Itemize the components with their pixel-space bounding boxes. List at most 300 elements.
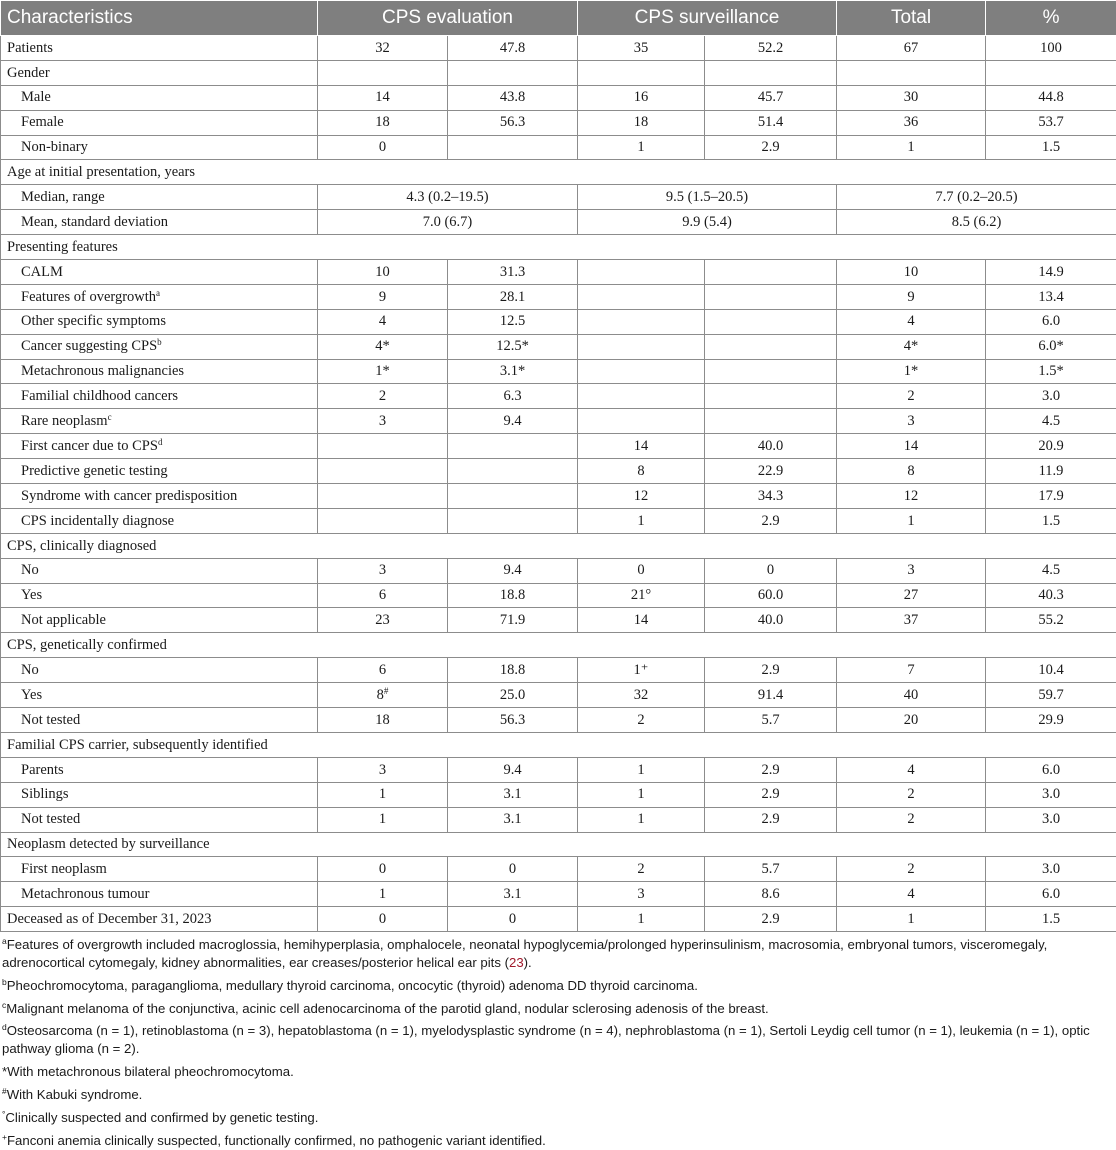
section-heading: [1, 732, 1116, 757]
table-row: [1, 533, 1116, 558]
row-label-text: Non-binary: [21, 139, 88, 155]
table-cell: 22.9: [705, 459, 837, 484]
table-row: [1, 185, 1116, 210]
table-cell: [448, 60, 578, 85]
row-label-text: Yes: [21, 687, 42, 703]
table-cell: 28.1: [448, 284, 578, 309]
row-label-text: Male: [21, 89, 51, 105]
row-label-text: Neoplasm detected by surveillance: [7, 836, 210, 852]
table-row: [1, 658, 1116, 683]
row-label-text: Age at initial presentation, years: [7, 164, 195, 180]
row-label: [1, 85, 318, 110]
row-label-text: Presenting features: [7, 239, 118, 255]
table-cell: 1: [318, 782, 448, 807]
table-cell: 45.7: [705, 85, 837, 110]
table-cell: 9: [318, 284, 448, 309]
table-cell: 100: [986, 36, 1116, 61]
table-cell: 2.9: [705, 907, 837, 932]
table-cell: 29.9: [986, 708, 1116, 733]
table-cell: 12.5*: [448, 334, 578, 359]
table-cell: 11.9: [986, 459, 1116, 484]
table-cell: [318, 484, 448, 509]
table-cell: 2: [837, 807, 986, 832]
row-label-text: Yes: [21, 587, 42, 603]
row-label-text: Features of overgrowth: [21, 289, 156, 305]
table-header: [1, 1, 1116, 36]
table-row: [1, 782, 1116, 807]
table-cell: 2: [837, 384, 986, 409]
row-label: [1, 857, 318, 882]
table-cell: [318, 508, 448, 533]
table-cell: 30: [837, 85, 986, 110]
table-cell: 71.9: [448, 608, 578, 633]
table-cell: 8: [578, 459, 705, 484]
row-label-text: Familial CPS carrier, subsequently identified: [7, 737, 268, 753]
row-label-text: Not tested: [21, 811, 80, 827]
row-label-text: Gender: [7, 65, 50, 81]
table-cell: 6: [318, 583, 448, 608]
row-label-text: CPS, genetically confirmed: [7, 637, 167, 653]
footnote-text: Osteosarcoma (n = 1), retinoblastoma (n = 3), hepatoblastoma (n = 1), myelodysplastic syndrome (n = 4), nephroblastoma (n = 1), Sertoli Leydig cell tumor (n = 1), leukemia (n = 1), optic pathway glioma (n = 2).: [2, 1023, 1090, 1056]
footnote: [2, 1086, 1114, 1104]
row-label: [1, 907, 318, 932]
table-cell: 1: [318, 882, 448, 907]
row-label-text: Other specific symptoms: [21, 313, 166, 329]
table-cell: 2: [837, 857, 986, 882]
table-cell: [578, 384, 705, 409]
row-label: [1, 459, 318, 484]
row-label: [1, 807, 318, 832]
table-cell: [318, 434, 448, 459]
row-label: [1, 359, 318, 384]
footnote: [2, 1109, 1114, 1127]
row-label: [1, 757, 318, 782]
table-row: [1, 683, 1116, 708]
table-row: [1, 882, 1116, 907]
table-cell: 3.0: [986, 807, 1116, 832]
table-cell: 1.5: [986, 508, 1116, 533]
table-cell: 3: [837, 558, 986, 583]
table-cell: 12.5: [448, 309, 578, 334]
footnote-text: Clinically suspected and confirmed by genetic testing.: [5, 1110, 318, 1125]
table-cell: 40: [837, 683, 986, 708]
table-cell: 91.4: [705, 683, 837, 708]
row-label-text: Parents: [21, 762, 64, 778]
row-label: [1, 284, 318, 309]
row-label-text: CALM: [21, 264, 63, 280]
header-total: Total: [837, 1, 986, 36]
table-cell: [318, 459, 448, 484]
table-cell: 3: [318, 757, 448, 782]
table-cell: 3.0: [986, 384, 1116, 409]
footnote-marker: #: [384, 686, 389, 696]
table-cell: 1: [837, 907, 986, 932]
table-cell: 2: [578, 708, 705, 733]
table-cell: 12: [578, 484, 705, 509]
row-label: [1, 683, 318, 708]
table-cell: 1*: [318, 359, 448, 384]
table-cell: 21°: [578, 583, 705, 608]
row-label-text: Familial childhood cancers: [21, 388, 178, 404]
table-cell: 4.5: [986, 409, 1116, 434]
table-cell: 2.9: [705, 135, 837, 160]
footnote-text: With Kabuki syndrome.: [7, 1087, 143, 1102]
row-label-text: Syndrome with cancer predisposition: [21, 488, 237, 504]
footnote: [2, 1000, 1114, 1018]
table-cell: 59.7: [986, 683, 1116, 708]
table-cell: [705, 309, 837, 334]
table-row: [1, 235, 1116, 260]
table-cell: 23: [318, 608, 448, 633]
row-label: [1, 384, 318, 409]
row-label: [1, 434, 318, 459]
table-cell: 6.3: [448, 384, 578, 409]
footnote-mark: c: [2, 1000, 6, 1010]
table-cell: 4: [318, 309, 448, 334]
table-cell: [578, 409, 705, 434]
table-row: [1, 608, 1116, 633]
row-label: [1, 708, 318, 733]
header-characteristics: Characteristics: [1, 1, 318, 36]
table-cell: 6.0: [986, 757, 1116, 782]
table-cell: 9.4: [448, 558, 578, 583]
table-cell: 2: [837, 782, 986, 807]
table-cell: 44.8: [986, 85, 1116, 110]
table-cell: 18.8: [448, 658, 578, 683]
row-label: [1, 334, 318, 359]
table-row: [1, 633, 1116, 658]
table-cell: 1: [578, 807, 705, 832]
table-cell: 8: [837, 459, 986, 484]
table-cell: [705, 384, 837, 409]
footnote-marker: a: [156, 288, 160, 298]
table-cell: 27: [837, 583, 986, 608]
row-label: [1, 36, 318, 61]
row-label: [1, 210, 318, 235]
table-cell: 14: [837, 434, 986, 459]
table-cell: [705, 359, 837, 384]
row-label: [1, 484, 318, 509]
table-cell: [705, 260, 837, 285]
table-cell: 0: [448, 857, 578, 882]
table-cell: 1.5: [986, 135, 1116, 160]
merged-cell: 9.5 (1.5–20.5): [578, 185, 837, 210]
row-label-text: Mean, standard deviation: [21, 214, 168, 230]
row-label-text: Not tested: [21, 712, 80, 728]
merged-cell: 8.5 (6.2): [837, 210, 1116, 235]
table-row: [1, 36, 1116, 61]
table-cell: 1: [318, 807, 448, 832]
table-cell: 2.9: [705, 757, 837, 782]
table-cell: 0: [318, 907, 448, 932]
row-label-text: Rare neoplasm: [21, 413, 108, 429]
table-row: [1, 60, 1116, 85]
row-label: [1, 309, 318, 334]
footnote-mark: +: [2, 1132, 7, 1142]
footnote: [2, 977, 1114, 995]
table-cell: 37: [837, 608, 986, 633]
footnote-marker: b: [157, 337, 162, 347]
section-heading: [1, 533, 1116, 558]
table-cell: 2: [578, 857, 705, 882]
table-cell: 14: [578, 608, 705, 633]
table-cell: 9.4: [448, 757, 578, 782]
table-cell: 2.9: [705, 782, 837, 807]
footnote-text: Fanconi anemia clinically suspected, functionally confirmed, no pathogenic variant identified.: [7, 1133, 546, 1148]
table-cell: [705, 334, 837, 359]
row-label: [1, 110, 318, 135]
table-cell: 9.4: [448, 409, 578, 434]
table-row: [1, 359, 1116, 384]
table-cell: [578, 260, 705, 285]
table-cell: 1: [837, 135, 986, 160]
row-label: [1, 508, 318, 533]
table-row: [1, 732, 1116, 757]
table-cell: 2.9: [705, 807, 837, 832]
row-label-text: Cancer suggesting CPS: [21, 338, 157, 354]
table-row: [1, 384, 1116, 409]
table-cell: 12: [837, 484, 986, 509]
table-cell: [578, 309, 705, 334]
footnote: [2, 1022, 1114, 1058]
table-cell: 2.9: [705, 658, 837, 683]
footnote-mark: °: [2, 1109, 5, 1119]
row-label: [1, 782, 318, 807]
table-row: [1, 135, 1116, 160]
table-cell: [578, 334, 705, 359]
footnote-mark: d: [2, 1022, 7, 1032]
row-label-text: First neoplasm: [21, 861, 107, 877]
table-cell: 35: [578, 36, 705, 61]
header-percent: %: [986, 1, 1116, 36]
row-label-text: Not applicable: [21, 612, 106, 628]
row-label-text: Metachronous tumour: [21, 886, 149, 902]
table-cell: 1: [578, 757, 705, 782]
table-cell: 32: [318, 36, 448, 61]
table-row: [1, 807, 1116, 832]
table-cell: 2: [318, 384, 448, 409]
table-cell: 5.7: [705, 857, 837, 882]
footnote-text: Pheochromocytoma, paraganglioma, medullary thyroid carcinoma, oncocytic (thyroid) adenoma DD thyroid carcinoma.: [7, 978, 698, 993]
table-row: [1, 459, 1116, 484]
table-cell: [448, 459, 578, 484]
footnotes: [0, 932, 1116, 1150]
table-cell: 67: [837, 36, 986, 61]
table-cell: 6.0: [986, 882, 1116, 907]
footnote-mark: a: [2, 936, 7, 946]
table-cell: 10.4: [986, 658, 1116, 683]
header-cps-evaluation: CPS evaluation: [318, 1, 578, 36]
table-cell: 1.5*: [986, 359, 1116, 384]
table-cell: 1*: [837, 359, 986, 384]
footnote-text: Malignant melanoma of the conjunctiva, acinic cell adenocarcinoma of the parotid gland, nodular sclerosing adenosis of the breast.: [6, 1001, 768, 1016]
table-cell: 3.1*: [448, 359, 578, 384]
table-cell: 18: [318, 708, 448, 733]
table-cell: 10: [837, 260, 986, 285]
table-row: [1, 210, 1116, 235]
table-cell: 40.3: [986, 583, 1116, 608]
footnote-text: Features of overgrowth included macroglossia, hemihyperplasia, omphalocele, neonatal hypoglycemia/prolonged hyperinsulinism, macrosomia, embryonal tumors, visceromegaly, adrenocortical cytomegaly, kidney abnormalities, ear creases/posterior helical ear pits (: [2, 937, 1047, 970]
table-cell: 18: [318, 110, 448, 135]
table-cell: 1: [578, 135, 705, 160]
row-label: [1, 135, 318, 160]
footnote-text: *With metachronous bilateral pheochromocytoma.: [2, 1064, 294, 1079]
table-row: [1, 757, 1116, 782]
table-cell: 34.3: [705, 484, 837, 509]
table-row: [1, 907, 1116, 932]
footnote-text-end: ).: [524, 955, 532, 970]
table-cell: 4*: [318, 334, 448, 359]
row-label-text: No: [21, 562, 39, 578]
table-cell: [448, 508, 578, 533]
table-cell: 18.8: [448, 583, 578, 608]
table-cell: [705, 60, 837, 85]
section-heading: [1, 235, 1116, 260]
table-cell: 10: [318, 260, 448, 285]
table-cell: 55.2: [986, 608, 1116, 633]
table-cell: 40.0: [705, 434, 837, 459]
table-cell: 3.1: [448, 807, 578, 832]
table-row: [1, 284, 1116, 309]
table-cell: 0: [318, 135, 448, 160]
table-cell: [986, 60, 1116, 85]
footnote-mark: #: [2, 1086, 7, 1096]
row-label: [1, 558, 318, 583]
footnote-marker: c: [108, 412, 112, 422]
table-cell: 1: [578, 907, 705, 932]
row-label-text: Siblings: [21, 786, 69, 802]
row-label-text: Female: [21, 114, 64, 130]
table-row: [1, 508, 1116, 533]
table-cell: 60.0: [705, 583, 837, 608]
row-label: [1, 60, 318, 85]
table-cell: [578, 359, 705, 384]
table-cell: 40.0: [705, 608, 837, 633]
table-cell: [578, 284, 705, 309]
row-label-text: Deceased as of December 31, 2023: [7, 911, 212, 927]
footnote: [2, 936, 1114, 972]
row-label-text: No: [21, 662, 39, 678]
table-cell: 56.3: [448, 708, 578, 733]
table-cell: 1⁺: [578, 658, 705, 683]
cell-value: 8: [377, 687, 384, 703]
table-row: [1, 85, 1116, 110]
row-label-text: CPS incidentally diagnose: [21, 513, 174, 529]
table-row: [1, 334, 1116, 359]
section-heading: [1, 633, 1116, 658]
table-row: [1, 708, 1116, 733]
row-label: [1, 658, 318, 683]
table-cell: 3.1: [448, 882, 578, 907]
table-row: [1, 583, 1116, 608]
table-cell: 1: [578, 782, 705, 807]
table-cell: 0: [318, 857, 448, 882]
table-row: [1, 558, 1116, 583]
section-heading: [1, 832, 1116, 857]
table-cell: 31.3: [448, 260, 578, 285]
table-cell: [448, 484, 578, 509]
section-heading: [1, 160, 1116, 185]
table-cell: 2.9: [705, 508, 837, 533]
table-cell: 47.8: [448, 36, 578, 61]
table-cell: 4: [837, 757, 986, 782]
table-cell: 3.0: [986, 857, 1116, 882]
table-cell: 0: [448, 907, 578, 932]
table-row: [1, 832, 1116, 857]
table-cell: 5.7: [705, 708, 837, 733]
row-label-text: CPS, clinically diagnosed: [7, 538, 156, 554]
table-cell: 16: [578, 85, 705, 110]
table-cell: 14.9: [986, 260, 1116, 285]
footnote: [2, 1132, 1114, 1150]
table-cell: 8.6: [705, 882, 837, 907]
row-label-text: Predictive genetic testing: [21, 463, 168, 479]
row-label: [1, 409, 318, 434]
table-cell: 14: [578, 434, 705, 459]
table-cell: 32: [578, 683, 705, 708]
table-cell: 6.0*: [986, 334, 1116, 359]
table-cell: 1.5: [986, 907, 1116, 932]
row-label-text: Median, range: [21, 189, 105, 205]
table-cell: 18: [578, 110, 705, 135]
table-cell: [448, 135, 578, 160]
table-body: [1, 36, 1116, 932]
table-cell: [705, 284, 837, 309]
table-row: [1, 484, 1116, 509]
table-cell: 56.3: [448, 110, 578, 135]
table-cell: 20: [837, 708, 986, 733]
table-cell: [578, 60, 705, 85]
table-cell: 36: [837, 110, 986, 135]
table-cell: [837, 60, 986, 85]
table-cell: [318, 683, 448, 708]
merged-cell: 9.9 (5.4): [578, 210, 837, 235]
row-label-text: Patients: [7, 40, 53, 56]
table-cell: 52.2: [705, 36, 837, 61]
row-label-text: First cancer due to CPS: [21, 438, 158, 454]
table-cell: 1: [578, 508, 705, 533]
table-cell: 3.1: [448, 782, 578, 807]
table-cell: 0: [705, 558, 837, 583]
row-label: [1, 260, 318, 285]
table-cell: 4: [837, 882, 986, 907]
footnote: [2, 1063, 1114, 1081]
table-cell: 3: [578, 882, 705, 907]
table-cell: 3: [837, 409, 986, 434]
table-cell: 3.0: [986, 782, 1116, 807]
table-row: [1, 857, 1116, 882]
table-cell: 1: [837, 508, 986, 533]
footnote-marker: d: [158, 437, 163, 447]
table-cell: [318, 60, 448, 85]
merged-cell: 4.3 (0.2–19.5): [318, 185, 578, 210]
merged-cell: 7.0 (6.7): [318, 210, 578, 235]
table-cell: 4.5: [986, 558, 1116, 583]
table-cell: 4*: [837, 334, 986, 359]
table-cell: 3: [318, 409, 448, 434]
row-label-text: Metachronous malignancies: [21, 363, 184, 379]
table-cell: 20.9: [986, 434, 1116, 459]
table-cell: 4: [837, 309, 986, 334]
table-cell: 6.0: [986, 309, 1116, 334]
table-row: [1, 110, 1116, 135]
table-cell: 14: [318, 85, 448, 110]
table-cell: 17.9: [986, 484, 1116, 509]
reference-link[interactable]: 23: [509, 955, 524, 970]
row-label: [1, 882, 318, 907]
table-row: [1, 309, 1116, 334]
table-cell: 7: [837, 658, 986, 683]
